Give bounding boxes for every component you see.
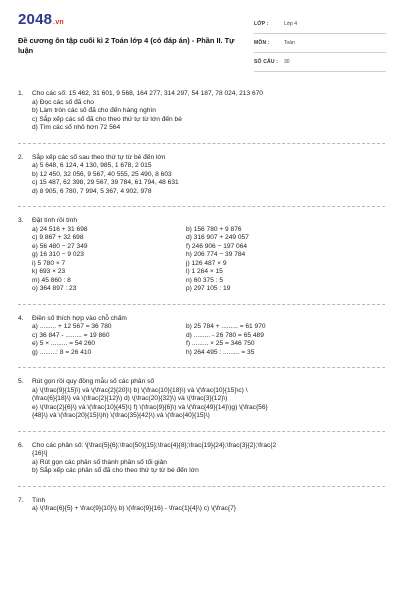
question-item: g) 16 310 − 9 023 [32,251,84,258]
question-item: n) 60 375 : 5 [186,276,224,284]
question-stem: Sắp xếp các số sau theo thứ tự từ bé đến lớn [32,153,166,161]
question-item: e) 56 480 − 27 349 [32,242,88,250]
divider [18,486,385,487]
question-item: b) 156 780 + 9 876 [186,225,242,233]
question-item: o) 364 897 : 23 [32,285,77,292]
divider [18,431,385,432]
question-item: b) Làm tròn các số đã cho đến hàng nghìn [32,107,156,114]
question-item: c) 9 867 + 32 698 [32,234,84,241]
question-item: a) ......... + 12 567 = 36 780 [32,323,112,330]
question-stem: Đặt tính rồi tính [32,217,78,224]
question-stem: Điền số thích hợp vào chỗ chấm [32,314,127,322]
question-item: h) 264 495 : ......... = 35 [186,348,255,356]
question-2: 2. Sắp xếp các số sau theo thứ tự từ bé đến lớn a) 5 648, 6 124, 4 130, 985, 1 678, 2 015 b) 12 450, 32 056, 9 567, 40 555, 25 490, 8 603 c) 15 487, 62 398, 29 567, 39 784, 61 794, 48 631 d) 8 905, 6 780, 7 994, 5 367, 4 902, 978 [18,154,386,197]
divider [18,143,385,144]
question-item: b) 12 450, 32 056, 9 567, 40 555, 25 490, 8 603 [32,170,172,178]
question-list [18,90,386,514]
meta-row-subject: MÔN : Toán [254,34,386,53]
question-item: {48}\) và \(\frac{20}{15}\)h) \(\frac{35}{42}\) và \(\frac{40}{15}\) [32,412,210,419]
question-item: k) 693 × 23 [32,268,66,275]
question-item: a) 24 516 + 31 698 [32,225,88,233]
question-item: a) \(\frac{9}{15}\) và \(\frac{2}{20}\) b) \(\frac{10}{18}\) và \(\frac{10}{15}\c) \ [32,386,248,394]
question-stem: Tính [32,496,46,504]
divider [18,206,385,207]
question-item: g) .........: 8 = 26 410 [32,348,92,356]
question-item: a) Đọc các số đã cho [32,98,94,106]
question-stem: Rút gọn rồi quy đồng mẫu số các phân số [32,378,155,385]
question-item: p) 297 105 : 19 [186,285,231,292]
question-7: 7. Tính a) \(\frac{6}{5} + \frac{9}{10}\) b) \(\frac{9}{16} - \frac{1}{4}\) c) \(\frac{7} [18,497,386,514]
question-item: j) 126 487 × 9 [186,259,227,267]
meta-row-grade: LỚP : Lớp 4 [254,15,386,34]
site-logo[interactable]: 2048.vn [18,11,64,28]
question-item: i) 5 780 × 7 [32,259,66,267]
question-item: c) 36 847 - ......... = 19 860 [32,331,110,339]
question-6: 6. Cho các phân số: \[\frac{5}{6};\frac{50}{15};\frac{4}{8};\frac{19}{24};\frac{3}{2};\frac{2 {16}\] a) Rút gọn các phân số thành phân số tối giản b) Sắp xếp các phân số đã cho theo thứ tự từ bé đến lớn [18,442,386,476]
question-item: a) \(\frac{6}{5} + \frac{9}{10}\) b) \(\frac{9}{16} - \frac{1}{4}\) c) \(\frac{7} [32,505,236,512]
divider [18,367,385,368]
question-item: h) 206 774 − 39 784 [186,251,246,258]
question-item: m) 45 860 : 8 [32,276,71,284]
question-item: d) Tìm các số nhỏ hơn 72 564 [32,124,121,131]
meta-panel [254,12,386,74]
question-item: f) ......... × 25 = 346 750 [186,340,255,347]
question-stem: Cho các phân số: \[\frac{5}{6};\frac{50}{15};\frac{4}{8};\frac{19}{24};\frac{3}{2};\frac{2 [32,441,277,449]
question-item: c) Sắp xếp các số đã cho theo thứ tự từ lớn đến bé [32,115,182,123]
question-item: c) 15 487, 62 398, 29 567, 39 784, 61 794, 48 631 [32,179,179,186]
meta-row-count: SỐ CÂU : 30 [254,53,386,72]
question-item: a) 5 648, 6 124, 4 130, 985, 1 678, 2 015 [32,162,152,169]
question-item: (\frac{6}{18}\) và \(\frac{2}{12}\) d) \(\frac{20}{32}\) và \(\frac{3}{12}\) [32,395,228,402]
question-item: e) \(\frac{2}{6}\) và \(\frac{10}{45}\) f) \(\frac{9}{6}\) và \(\frac{49}{14}\)g) \(\frac{56} [32,403,268,411]
question-1: 1. Cho các số: 15 462, 31 601, 9 568, 164 277, 314 297, 54 187, 78 024, 213 670 a) Đọc các số đã cho b) Làm tròn các số đã cho đến hàng nghìn c) Sắp xếp các số đã cho theo thứ tự từ lớn đến bé d) Tìm các số nhỏ hơn 72 564 [18,90,386,133]
divider [18,304,385,305]
question-4: 4. Điền số thích hợp vào chỗ chấm a) ......... + 12 567 = 36 780 b) 25 784 + ......... = 61 970 c) 36 847 - ......... = 19 860 d) ......... - 26 780 = 65 489 e) 5 × ......... = 54 260 f) ......... × 25 = 346 750 g) .........: 8 = 26 410 h) 264 495 : ......... = 35 [18,315,386,358]
question-item: b) 25 784 + ......... = 61 970 [186,323,266,330]
question-item: d) 8 905, 6 780, 7 994, 5 367, 4 902, 978 [32,187,152,195]
question-3: 3. Đặt tính rồi tính a) 24 516 + 31 698 b) 156 780 + 9 876 c) 9 867 + 32 698 d) 316 907 + 249 057 e) 56 480 − 27 349 f) 246 906 − 197 064 g) 16 310 − 9 023 h) 206 774 − 39 784 i) 5 780 × 7 j) 126 487 × 9 k) 693 × 23 l) 1 264 × 15 m) 45 860 : 8 n) 60 375 : 5 o) 364 897 : 23 p) 297 105 : 19 [18,217,386,294]
question-stem-continued: {16}\] [32,450,48,457]
question-item: b) Sắp xếp các phân số đã cho theo thứ tự từ bé đến lớn [32,467,199,474]
question-item: d) ......... - 26 780 = 65 489 [186,331,264,339]
header [18,12,386,74]
question-item: d) 316 907 + 249 057 [186,234,249,241]
question-5: 5. Rút gọn rồi quy đồng mẫu số các phân số a) \(\frac{9}{15}\) và \(\frac{2}{20}\) b) \(\frac{10}{18}\) và \(\frac{10}{15}\c) \ (\frac{6}{18}\) và \(\frac{2}{12}\) d) \(\frac{20}{32}\) và \(\frac{3}{12}\) e) \(\frac{2}{6}\) và \(\frac{10}{45}\) f) \(\frac{9}{6}\) và \(\frac{49}{14}\)g) \(\frac{56} {48}\) và \(\frac{20}{15}\)h) \(\frac{35}{42}\) và \(\frac{40}{15}\) [18,378,386,421]
question-item: e) 5 × ......... = 54 260 [32,340,96,347]
document-title: Đề cương ôn tập cuối kì 2 Toán lớp 4 (có đáp án) - Phần II. Tự luận [18,36,235,55]
question-item: f) 246 906 − 197 064 [186,242,248,250]
question-item: a) Rút gọn các phân số thành phân số tối giản [32,458,167,466]
question-stem: Cho các số: 15 462, 31 601, 9 568, 164 277, 314 297, 54 187, 78 024, 213 670 [32,90,263,97]
question-item: l) 1 264 × 15 [186,268,223,275]
